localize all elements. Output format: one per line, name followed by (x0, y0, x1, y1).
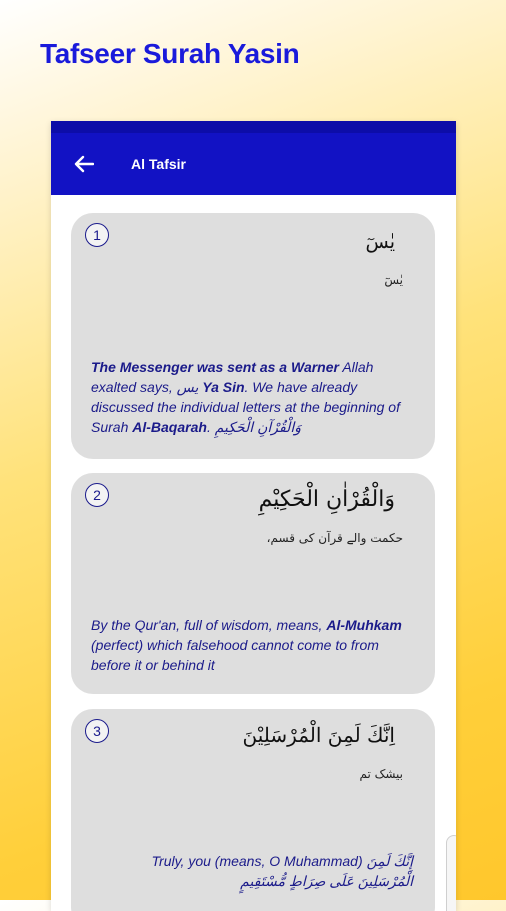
tafsir-segment: Allah exalted says, (91, 359, 374, 395)
phone-screen (51, 121, 456, 911)
arrow-left-icon (74, 155, 94, 173)
tafsir-segment: إِنَّكَ لَمِنَ Truly, you (means, O Muhammad) (151, 853, 413, 869)
verse-card[interactable] (71, 709, 435, 911)
page-title: Al Tafsir (131, 156, 186, 172)
tafsir-text (91, 851, 413, 891)
tafsir-bold-segment: Al-Baqarah (132, 419, 207, 435)
tafsir-bold-segment: Ya Sin (198, 379, 245, 395)
verse-number: 2 (85, 483, 109, 507)
back-button[interactable] (71, 151, 97, 177)
tafsir-segment: (perfect) which falsehood cannot come to from before it or behind it (91, 637, 379, 673)
urdu-translation: یٰسٓ (384, 273, 403, 287)
verse-number: 3 (85, 719, 109, 743)
tafsir-segment: . We have already discussed the individual letters at the beginning of Surah (91, 379, 400, 435)
tafsir-text (91, 615, 413, 675)
verse-number: 1 (85, 223, 109, 247)
verse-card[interactable] (71, 213, 435, 459)
app-bar (51, 133, 456, 195)
urdu-translation: بیشک تم (359, 767, 403, 781)
tafsir-segment: الْمُرْسَلِينَ عَلَى صِرَاطٍ مُّسْتَقِيمٍ (240, 873, 413, 889)
arabic-verse: وَالْقُرْاٰنِ الْحَكِيْمِ (258, 487, 395, 512)
promo-title: Tafseer Surah Yasin (40, 38, 300, 69)
status-bar (51, 121, 456, 133)
verse-list[interactable] (51, 195, 456, 911)
tafsir-arabic-segment: يس (176, 379, 199, 395)
tafsir-heading: The Messenger was sent as a Warner (91, 359, 339, 375)
tafsir-text (91, 357, 413, 437)
arabic-verse: اِنَّكَ لَمِنَ الْمُرْسَلِيْنَ (242, 723, 395, 747)
tafsir-bold-segment: Al-Muhkam (326, 617, 402, 633)
tafsir-segment: . وَالْقُرْآنِ الْحَكِيمِ (206, 419, 301, 435)
tafsir-segment: By the Qur'an, full of wisdom, means, (91, 617, 327, 633)
verse-card[interactable] (71, 473, 435, 694)
urdu-translation: حکمت والے قرآن کی قسم، (266, 531, 403, 545)
arabic-verse: يٰسٓ (365, 231, 395, 253)
